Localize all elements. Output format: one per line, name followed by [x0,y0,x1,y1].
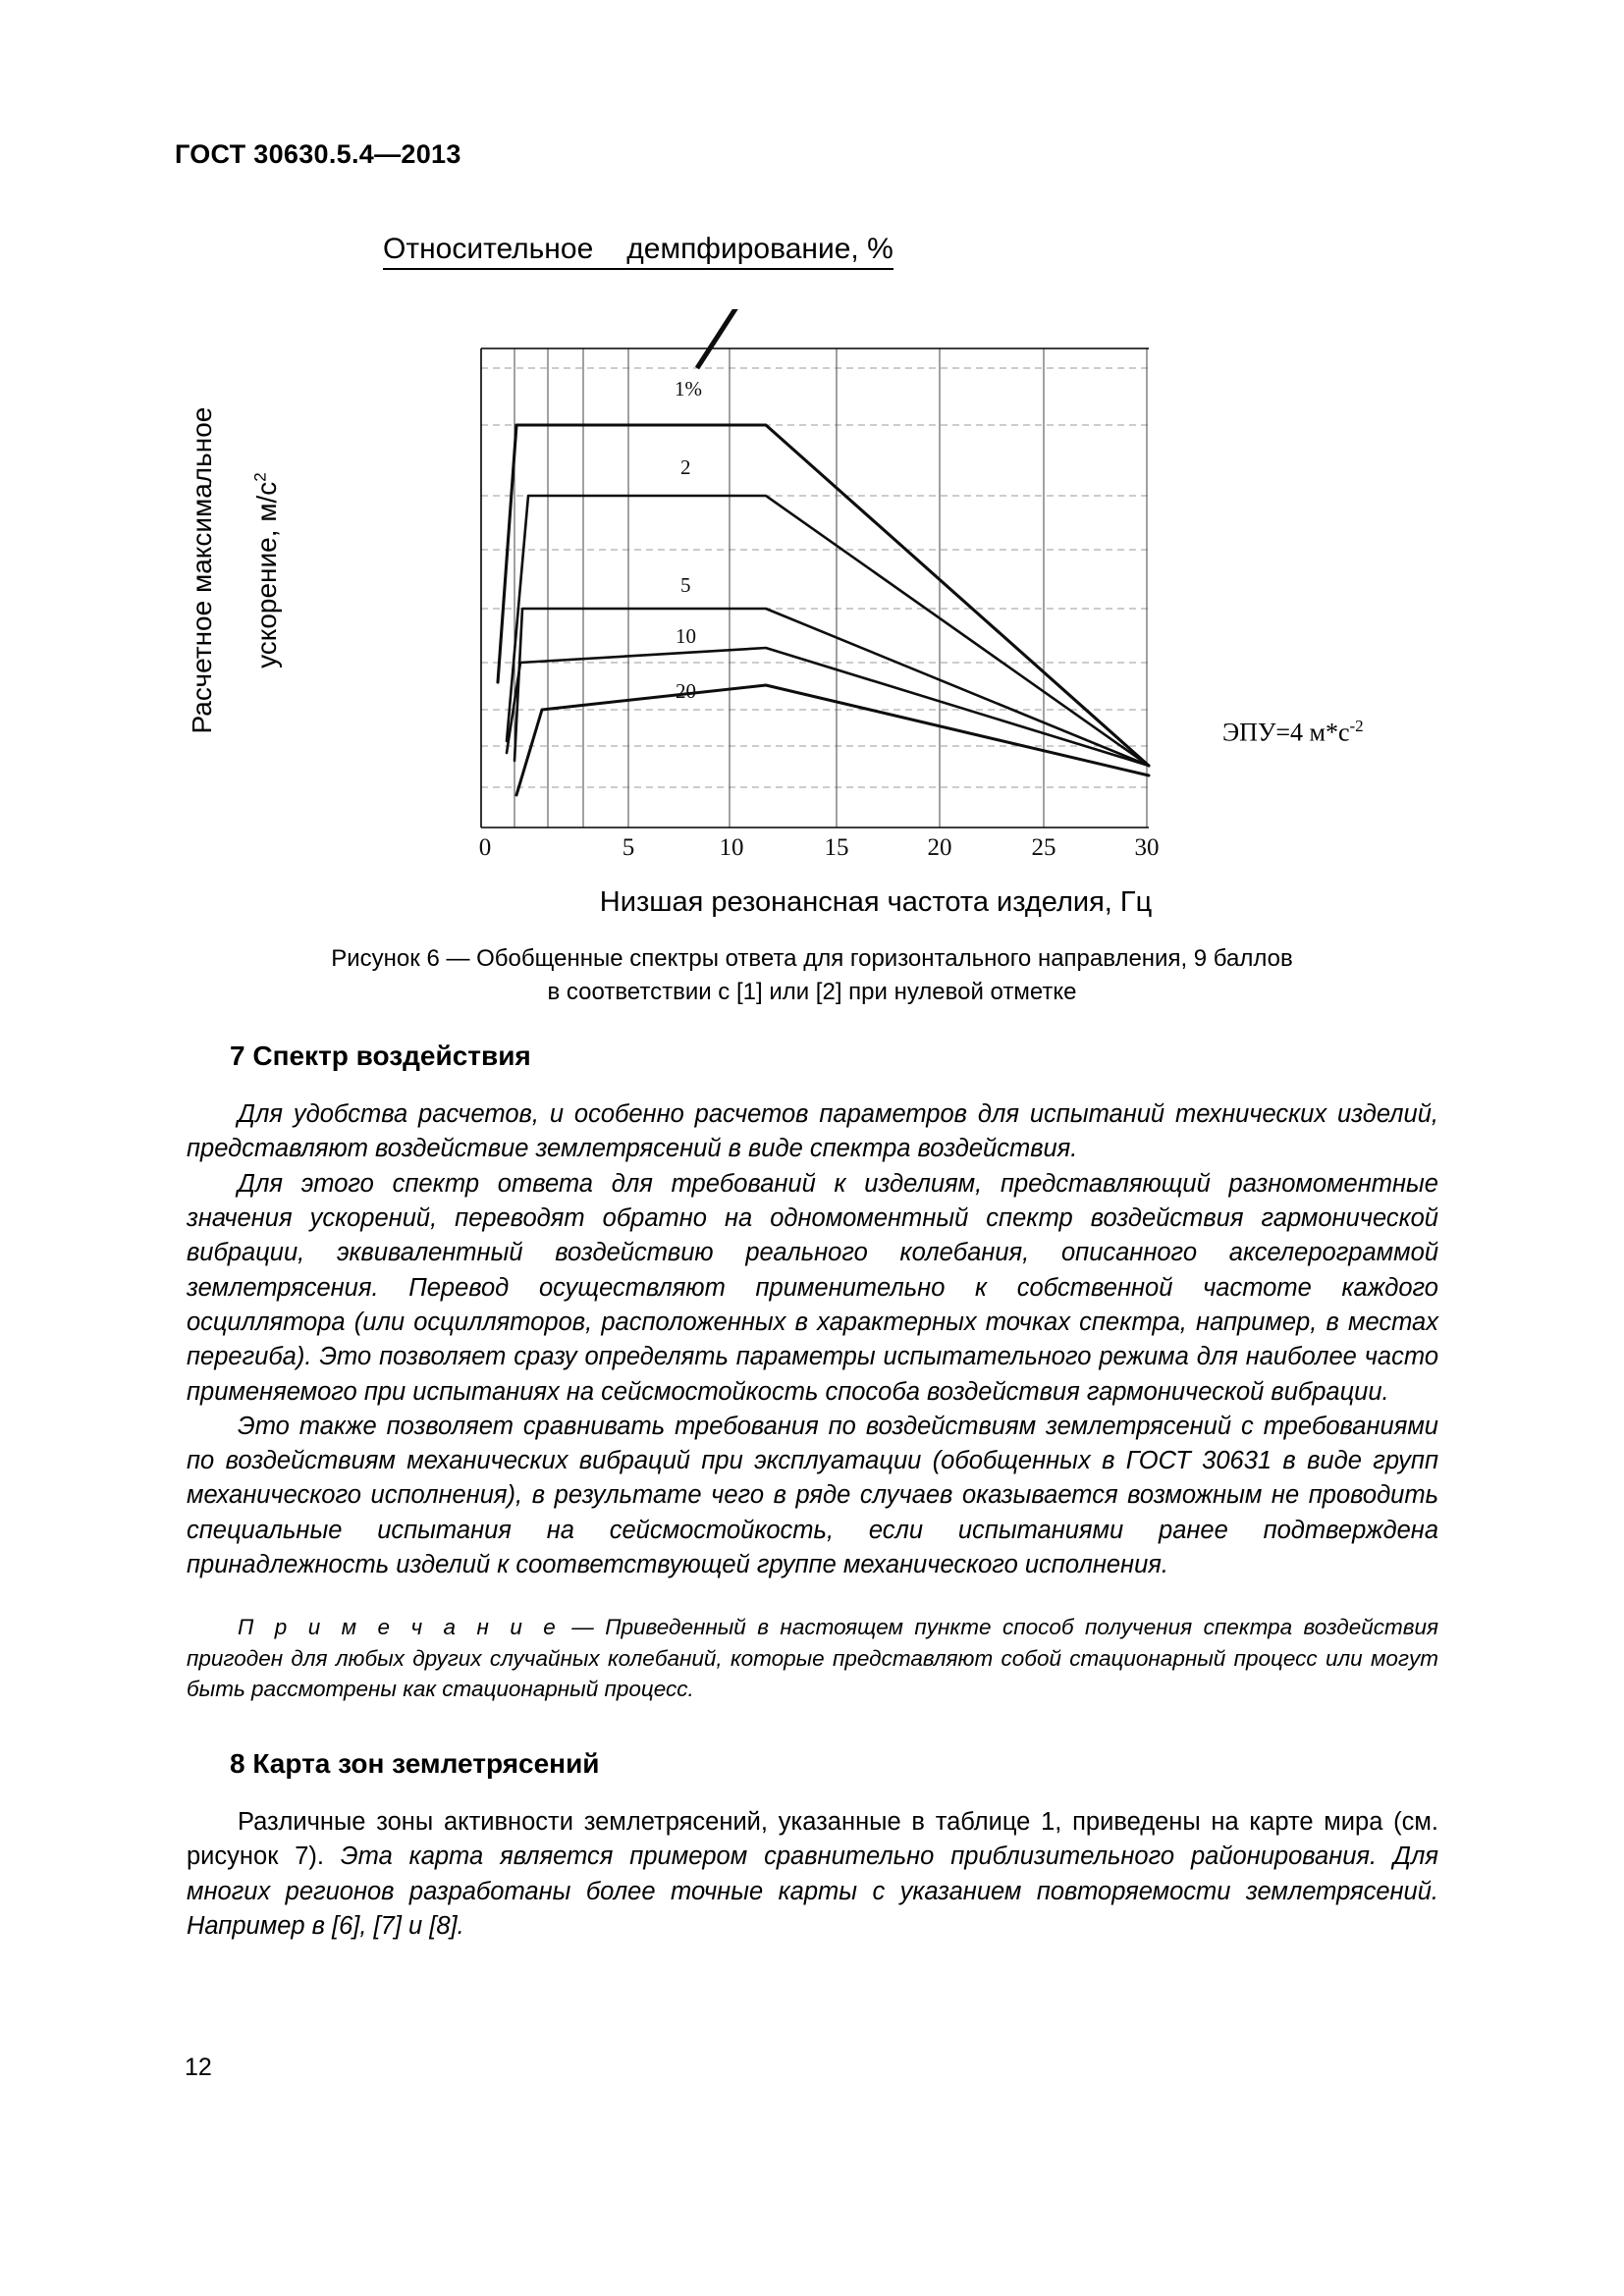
section-8-lead-italic: Эта карта является примером сравнительно приблизительного районирования. Для многих регионов разработаны более точные карты с указанием повторяемости землетрясений. Например в [6], [7] и [8]. [187,1842,1438,1940]
chart-y-axis-title [153,345,283,796]
section-7-paragraph-3: Это также позволяет сравнивать требования по воздействиям землетрясений с требованиями по воздействиям механических вибраций при эксплуатации (обобщенных в ГОСТ 30631 в виде групп механического исполнения), в результате чего в ряде случаев оказывается возможным не проводить специальные испытания на сейсмостойкость, если испытаниями ранее подтверждена принадлежность изделий к соответствующей группе механического исполнения. [187,1412,1438,1579]
section-7-note [187,1612,1438,1705]
curve-label-1pct: 1% [675,377,702,400]
figure-6 [0,211,1624,1026]
x-tick-15: 15 [824,834,849,859]
curve-damping-10 [507,648,1149,766]
epu-annotation-exponent: -2 [1349,717,1364,735]
document-body [187,1041,1438,1944]
x-tick-20: 20 [927,834,952,859]
document-header-standard-number: ГОСТ 30630.5.4—2013 [175,139,461,169]
x-tick-5: 5 [622,834,635,859]
chart-title-part1: Относительное [383,233,594,265]
chart-title-part2: демпфирование, % [626,233,893,265]
x-tick-30: 30 [1134,834,1159,859]
curve-damping-5 [514,609,1149,766]
curve-label-2: 2 [680,455,691,479]
note-text: Приведенный в настоящем пункте способ получения спектра воздействия пригоден для любых других случайных колебаний, которые представляют собой стационарный процесс или могут быть рассмотрены как стационарный процесс. [187,1615,1438,1702]
curve-label-20: 20 [676,679,696,703]
curve-damping-20 [516,685,1149,795]
section-7-paragraph-1: Для удобства расчетов, и особенно расчетов параметров для испытаний технических изделий, представляют воздействие землетрясений в виде спектра воздействия. [187,1100,1438,1163]
chart-x-axis-title [0,886,1624,919]
x-axis-title-text: Низшая резонансная частота изделия, Гц [599,886,1153,918]
figure-caption-line2: в соответствии с [1] или [2] при нулевой отметке [547,979,1077,1006]
x-tick-10: 10 [719,834,744,859]
x-tick-25: 25 [1031,834,1056,859]
epu-annotation-text: ЭПУ=4 м*с [1222,718,1350,747]
chart-x-tick-labels [479,834,1159,859]
x-tick-0: 0 [478,834,492,859]
curve-label-5: 5 [680,573,691,597]
curve-damping-1pct [498,425,1149,766]
section-8-paragraph-1 [187,1805,1438,1944]
curve-label-10: 10 [676,624,696,648]
section-7-paragraph-2: Для этого спектр ответа для требований к изделиям, представляющий разномоментные значения ускорений, переводят обратно на одномоментный спектр воздействия гармонической вибрации, эквивалентный воздействию реального колебания, описанного акселерограммой землетрясения. Перевод осуществляют применительно к собственной частоте каждого осциллятора (или осцилляторов, расположенных в характерных точках спектра, например, в местах перегиба). Это позволяет сразу определять параметры испытательного режима для наиболее часто применяемого при испытаниях на сейсмостойкость способа воздействия гармонической вибрации. [187,1169,1438,1406]
chart-title-leader-line [697,309,758,368]
chart-grid-vertical [514,348,1147,828]
y-axis-title-line2: ускорение, м/с [251,481,283,668]
figure-caption [0,942,1624,1009]
page-number: 12 [185,2054,212,2081]
chart-plot-area [471,309,1159,859]
note-label: П р и м е ч а н и е [238,1615,561,1640]
section-heading-8: 8 Карта зон землетрясений [230,1747,600,1779]
section-8-lead-upright: Различные зоны активности землетрясений, указанные в таблице 1, приведены на карте мира (см. рисунок 7). [187,1807,1438,1871]
chart-title [383,233,893,270]
section-heading-7: 7 Спектр воздействия [230,1041,531,1071]
note-dash: — [560,1615,606,1640]
y-axis-title-exponent: 2 [250,472,270,482]
chart-epu-annotation [1222,717,1364,748]
response-spectra-svg [471,309,1159,859]
chart-frame [481,348,1149,828]
y-axis-title-line1: Расчетное максимальное [186,406,217,734]
figure-caption-line1: Рисунок 6 — Обобщенные спектры ответа для горизонтального направления, 9 баллов [331,945,1293,972]
